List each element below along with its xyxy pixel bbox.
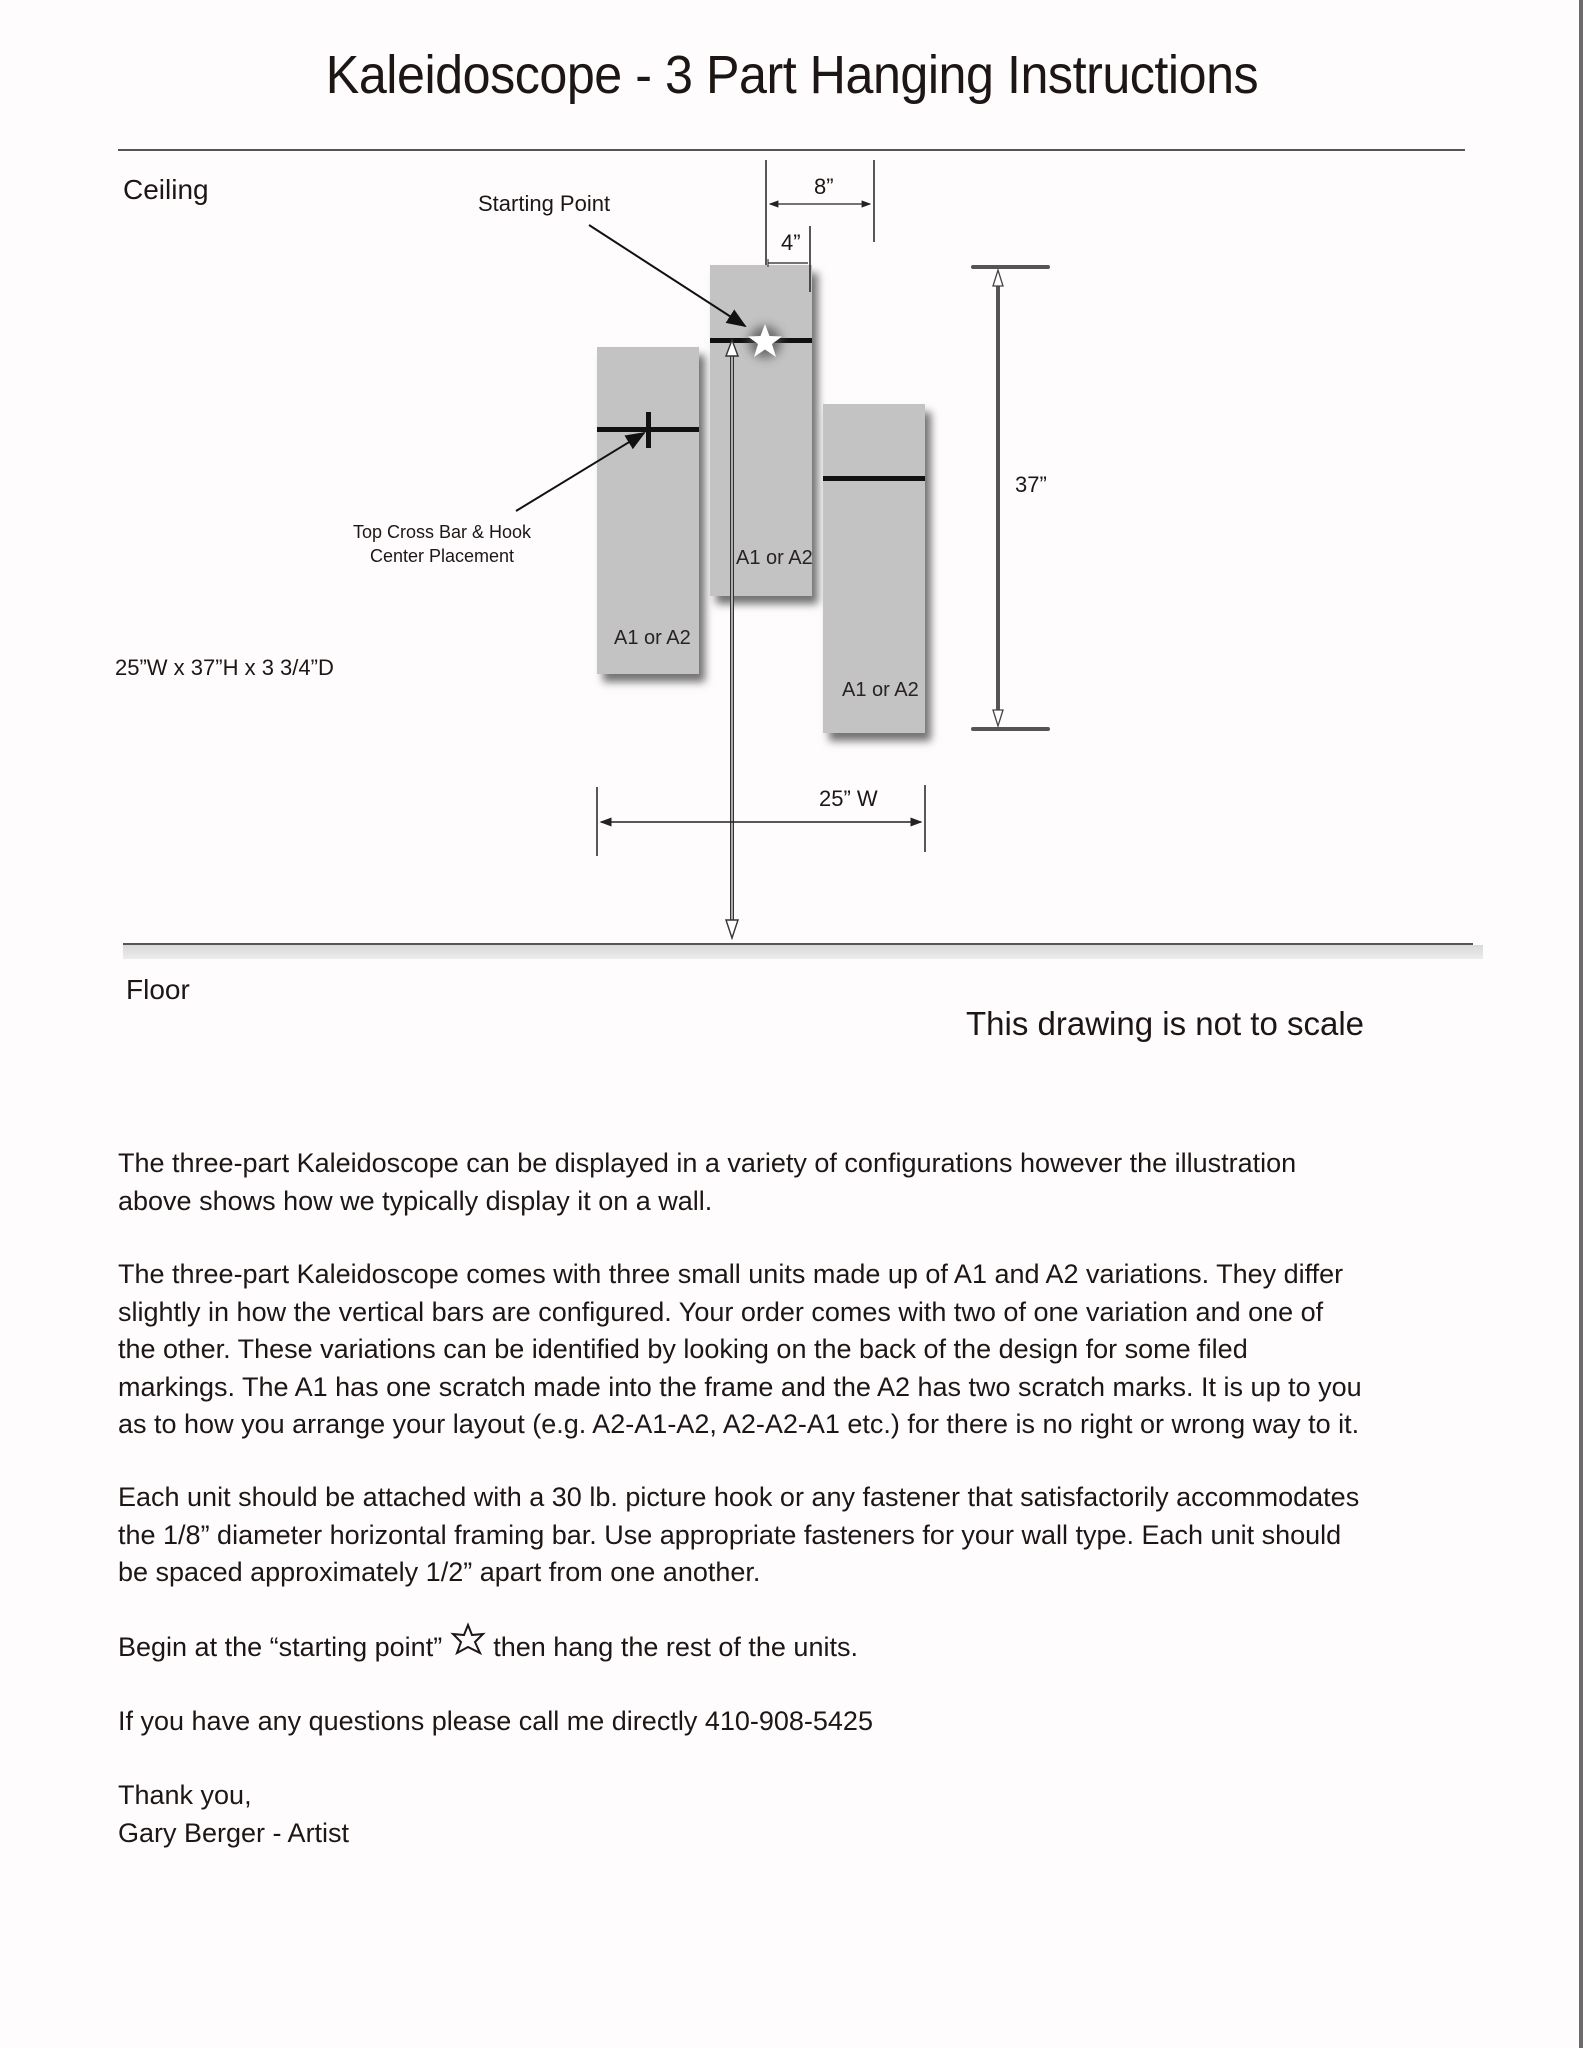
text-line: the other. These variations can be identified by looking on the back of the design for some filed: [118, 1334, 1248, 1364]
instructions-paragraph-3: [118, 1479, 1518, 1592]
panel-right-label: A1 or A2: [842, 679, 919, 701]
instructions-begin: [118, 1629, 1518, 1667]
closing: [118, 1777, 1518, 1852]
closing-thanks: Thank you,: [118, 1780, 252, 1810]
starting-point-arrow: [589, 225, 745, 326]
panel-left-label: A1 or A2: [614, 627, 691, 649]
starting-point-label: Starting Point: [478, 191, 611, 216]
begin-text-before: Begin at the “starting point”: [118, 1632, 443, 1662]
height-to-floor-arrow: [726, 340, 738, 938]
contact-line: If you have any questions please call me directly 410-908-5425: [118, 1706, 873, 1736]
star-icon: [748, 324, 782, 358]
text-line: Each unit should be attached with a 30 lb. picture hook or any fastener that satisfactorily accommodates: [118, 1482, 1360, 1512]
not-to-scale-note: This drawing is not to scale: [966, 1005, 1365, 1042]
panel-center-label: A1 or A2: [736, 547, 813, 569]
overall-dimensions: 25”W x 37”H x 3 3/4”D: [115, 655, 334, 680]
crossbar-label-line1: Top Cross Bar & Hook: [352, 522, 532, 542]
floor-label: Floor: [126, 974, 190, 1005]
dimension-37in-label: 37”: [1015, 472, 1047, 497]
crossbar-leader-arrow: [516, 433, 644, 511]
text-line: slightly in how the vertical bars are configured. Your order comes with two of one variation and one of: [118, 1296, 1324, 1327]
instructions-paragraph-2: [118, 1256, 1518, 1444]
text-line: above shows how we typically display it on a wall.: [118, 1185, 713, 1216]
dimension-37in: [973, 267, 1048, 729]
dimension-4in-label: 4”: [781, 230, 801, 255]
page-title: Kaleidoscope - 3 Part Hanging Instructions: [325, 45, 1259, 105]
text-line: The three-part Kaleidoscope can be displayed in a variety of configurations however the illustration: [118, 1148, 1297, 1178]
text-line: markings. The A1 has one scratch made into the frame and the A2 has two scratch marks. It is up to you: [118, 1371, 1362, 1402]
text-line: The three-part Kaleidoscope comes with three small units made up of A1 and A2 variations. They differ: [118, 1259, 1344, 1289]
text-line: as to how you arrange your layout (e.g. A2-A1-A2, A2-A2-A1 etc.) for there is no right or wrong way to it.: [118, 1409, 1360, 1439]
dimension-25in-label: 25” W: [819, 786, 878, 811]
instructions-paragraph-1: [118, 1145, 1518, 1220]
text-line: be spaced approximately 1/2” apart from one another.: [118, 1557, 761, 1587]
begin-text-after: then hang the rest of the units.: [485, 1632, 858, 1662]
star-outline-icon: [450, 1623, 486, 1653]
floor-shadow: [123, 945, 1483, 959]
dimension-8in-label: 8”: [814, 174, 834, 199]
ceiling-label: Ceiling: [123, 174, 209, 205]
crossbar-label-line2: Center Placement: [369, 546, 515, 566]
signature: Gary Berger - Artist: [118, 1817, 350, 1848]
text-line: the 1/8” diameter horizontal framing bar. Use appropriate fasteners for your wall type. Each unit should: [118, 1519, 1342, 1550]
